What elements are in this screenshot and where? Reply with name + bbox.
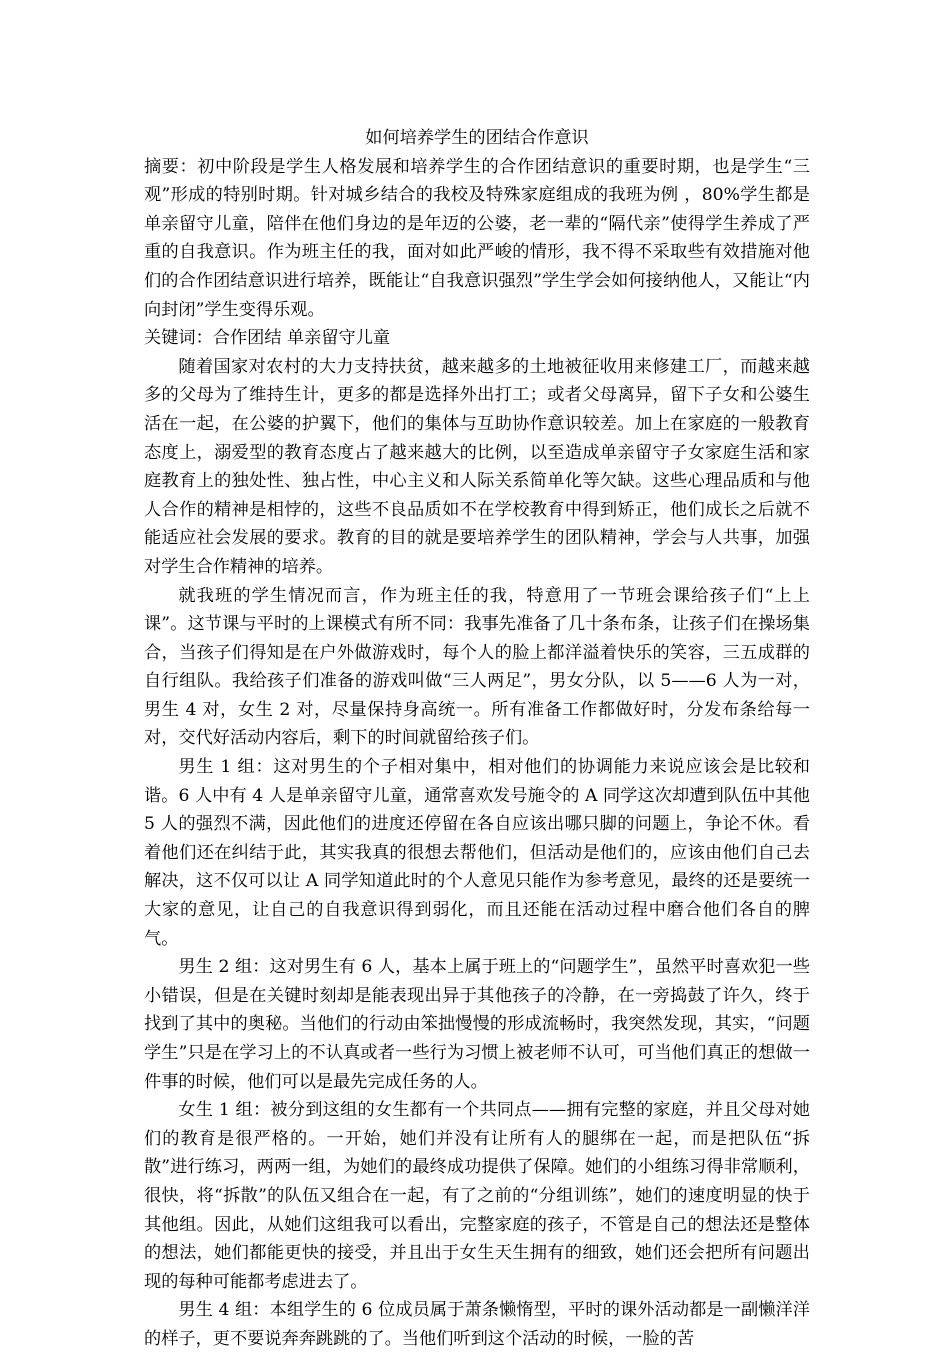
body-paragraph-5: 女生 1 组：被分到这组的女生都有一个共同点——拥有完整的家庭，并且父母对她们的教育是很严格的。一开始，她们并没有让所有人的腿绑在一起，而是把队伍“拆散”进行练习，两两一组，为她们的最终成功提供了保障。她们的小组练习得非常顺利，很快，将“拆散”的队伍又组合在一起，有了之前的“分组训练”，她们的速度明显的快于其他组。因此，从她们这组我可以看出，完整家庭的孩子，不管是自己的想法还是整体的想法，她们都能更快的接受，并且出于女生天生拥有的细致，她们还会把所有问题出现的每种可能都考虑进去了。 — [144, 1100, 810, 1292]
keywords-line: 关键词：合作团结 单亲留守儿童 — [144, 328, 391, 349]
abstract-paragraph: 摘要：初中阶段是学生人格发展和培养学生的合作团结意识的重要时期，也是学生“三观”形成的特别时期。针对城乡结合的我校及特殊家庭组成的我班为例 ，80%学生都是单亲留守儿童，陪伴在他们身边的是年迈的公婆，老一辈的“隔代亲”使得学生养成了严重的自我意识。作为班主任的我，面对如此严峻的情形，我不得不采取些有效措施对他们的合作团结意识进行培养，既能让“自我意识强烈”学生学会如何接纳他人，又能让“内向封闭”学生变得乐观。 — [144, 156, 810, 320]
body-paragraph-4: 男生 2 组：这对男生有 6 人，基本上属于班上的“问题学生”，虽然平时喜欢犯一些小错误，但是在关键时刻却是能表现出异于其他孩子的冷静，在一旁捣鼓了许久，终于找到了其中的奥秘。当他们的行动由笨拙慢慢的形成流畅时，我突然发现，其实，“问题学生”只是在学习上的不认真或者一些行为习惯上被老师不认可，可当他们真正的想做一件事的时候，他们可以是最先完成任务的人。 — [144, 957, 810, 1092]
document-page — [144, 124, 810, 1354]
body-paragraph-1: 随着国家对农村的大力支持扶贫，越来越多的土地被征收用来修建工厂，而越来越多的父母为了维持生计，更多的都是选择外出打工；或者父母离异，留下子女和公婆生活在一起，在公婆的护翼下，他们的集体与互助协作意识较差。加上在家庭的一般教育态度上，溺爱型的教育态度占了越来越大的比例，以至造成单亲留守子女家庭生活和家庭教育上的独处性、独占性，中心主义和人际关系简单化等欠缺。这些心理品质和与他人合作的精神是相悖的，这些不良品质如不在学校教育中得到矫正，他们成长之后就不能适应社会发展的要求。教育的目的就是要培养学生的团队精神，学会与人共事，加强对学生合作精神的培养。 — [144, 356, 810, 577]
body-paragraph-3: 男生 1 组：这对男生的个子相对集中，相对他们的协调能力来说应该会是比较和谐。6 人中有 4 人是单亲留守儿童，通常喜欢发号施令的 A 同学这次却遭到队伍中其他 5 人的强烈不满，因此他们的进度还停留在各自应该出哪只脚的问题上，争论不休。看着他们还在纠结于此，其实我真的很想去帮他们，但活动是他们的，应该由他们自己去解决，这不仅可以让 A 同学知道此时的个人意见只能作为参考意见，最终的还是要统一大家的意见，让自己的自我意识得到弱化，而且还能在活动过程中磨合他们各自的脾气。 — [144, 757, 810, 949]
body-paragraph-6: 男生 4 组：本组学生的 6 位成员属于萧条懒惰型，平时的课外活动都是一副懒洋洋的样子，更不要说奔奔跳跳的了。当他们听到这个活动的时候，一脸的苦 — [144, 1300, 810, 1349]
body-paragraph-2: 就我班的学生情况而言，作为班主任的我，特意用了一节班会课给孩子们“上上课”。这节课与平时的上课模式有所不同：我事先准备了几十条布条，让孩子们在操场集合，当孩子们得知是在户外做游戏时，每个人的脸上都洋溢着快乐的笑容，三五成群的自行组队。我给孩子们准备的游戏叫做“三人两足”，男女分队，以 5——6 人为一对，男生 4 对，女生 2 对，尽量保持身高统一。所有准备工作都做好时，分发布条给每一对，交代好活动内容后，剩下的时间就留给孩子们。 — [144, 585, 810, 749]
document-title: 如何培养学生的团结合作意识 — [365, 128, 589, 148]
